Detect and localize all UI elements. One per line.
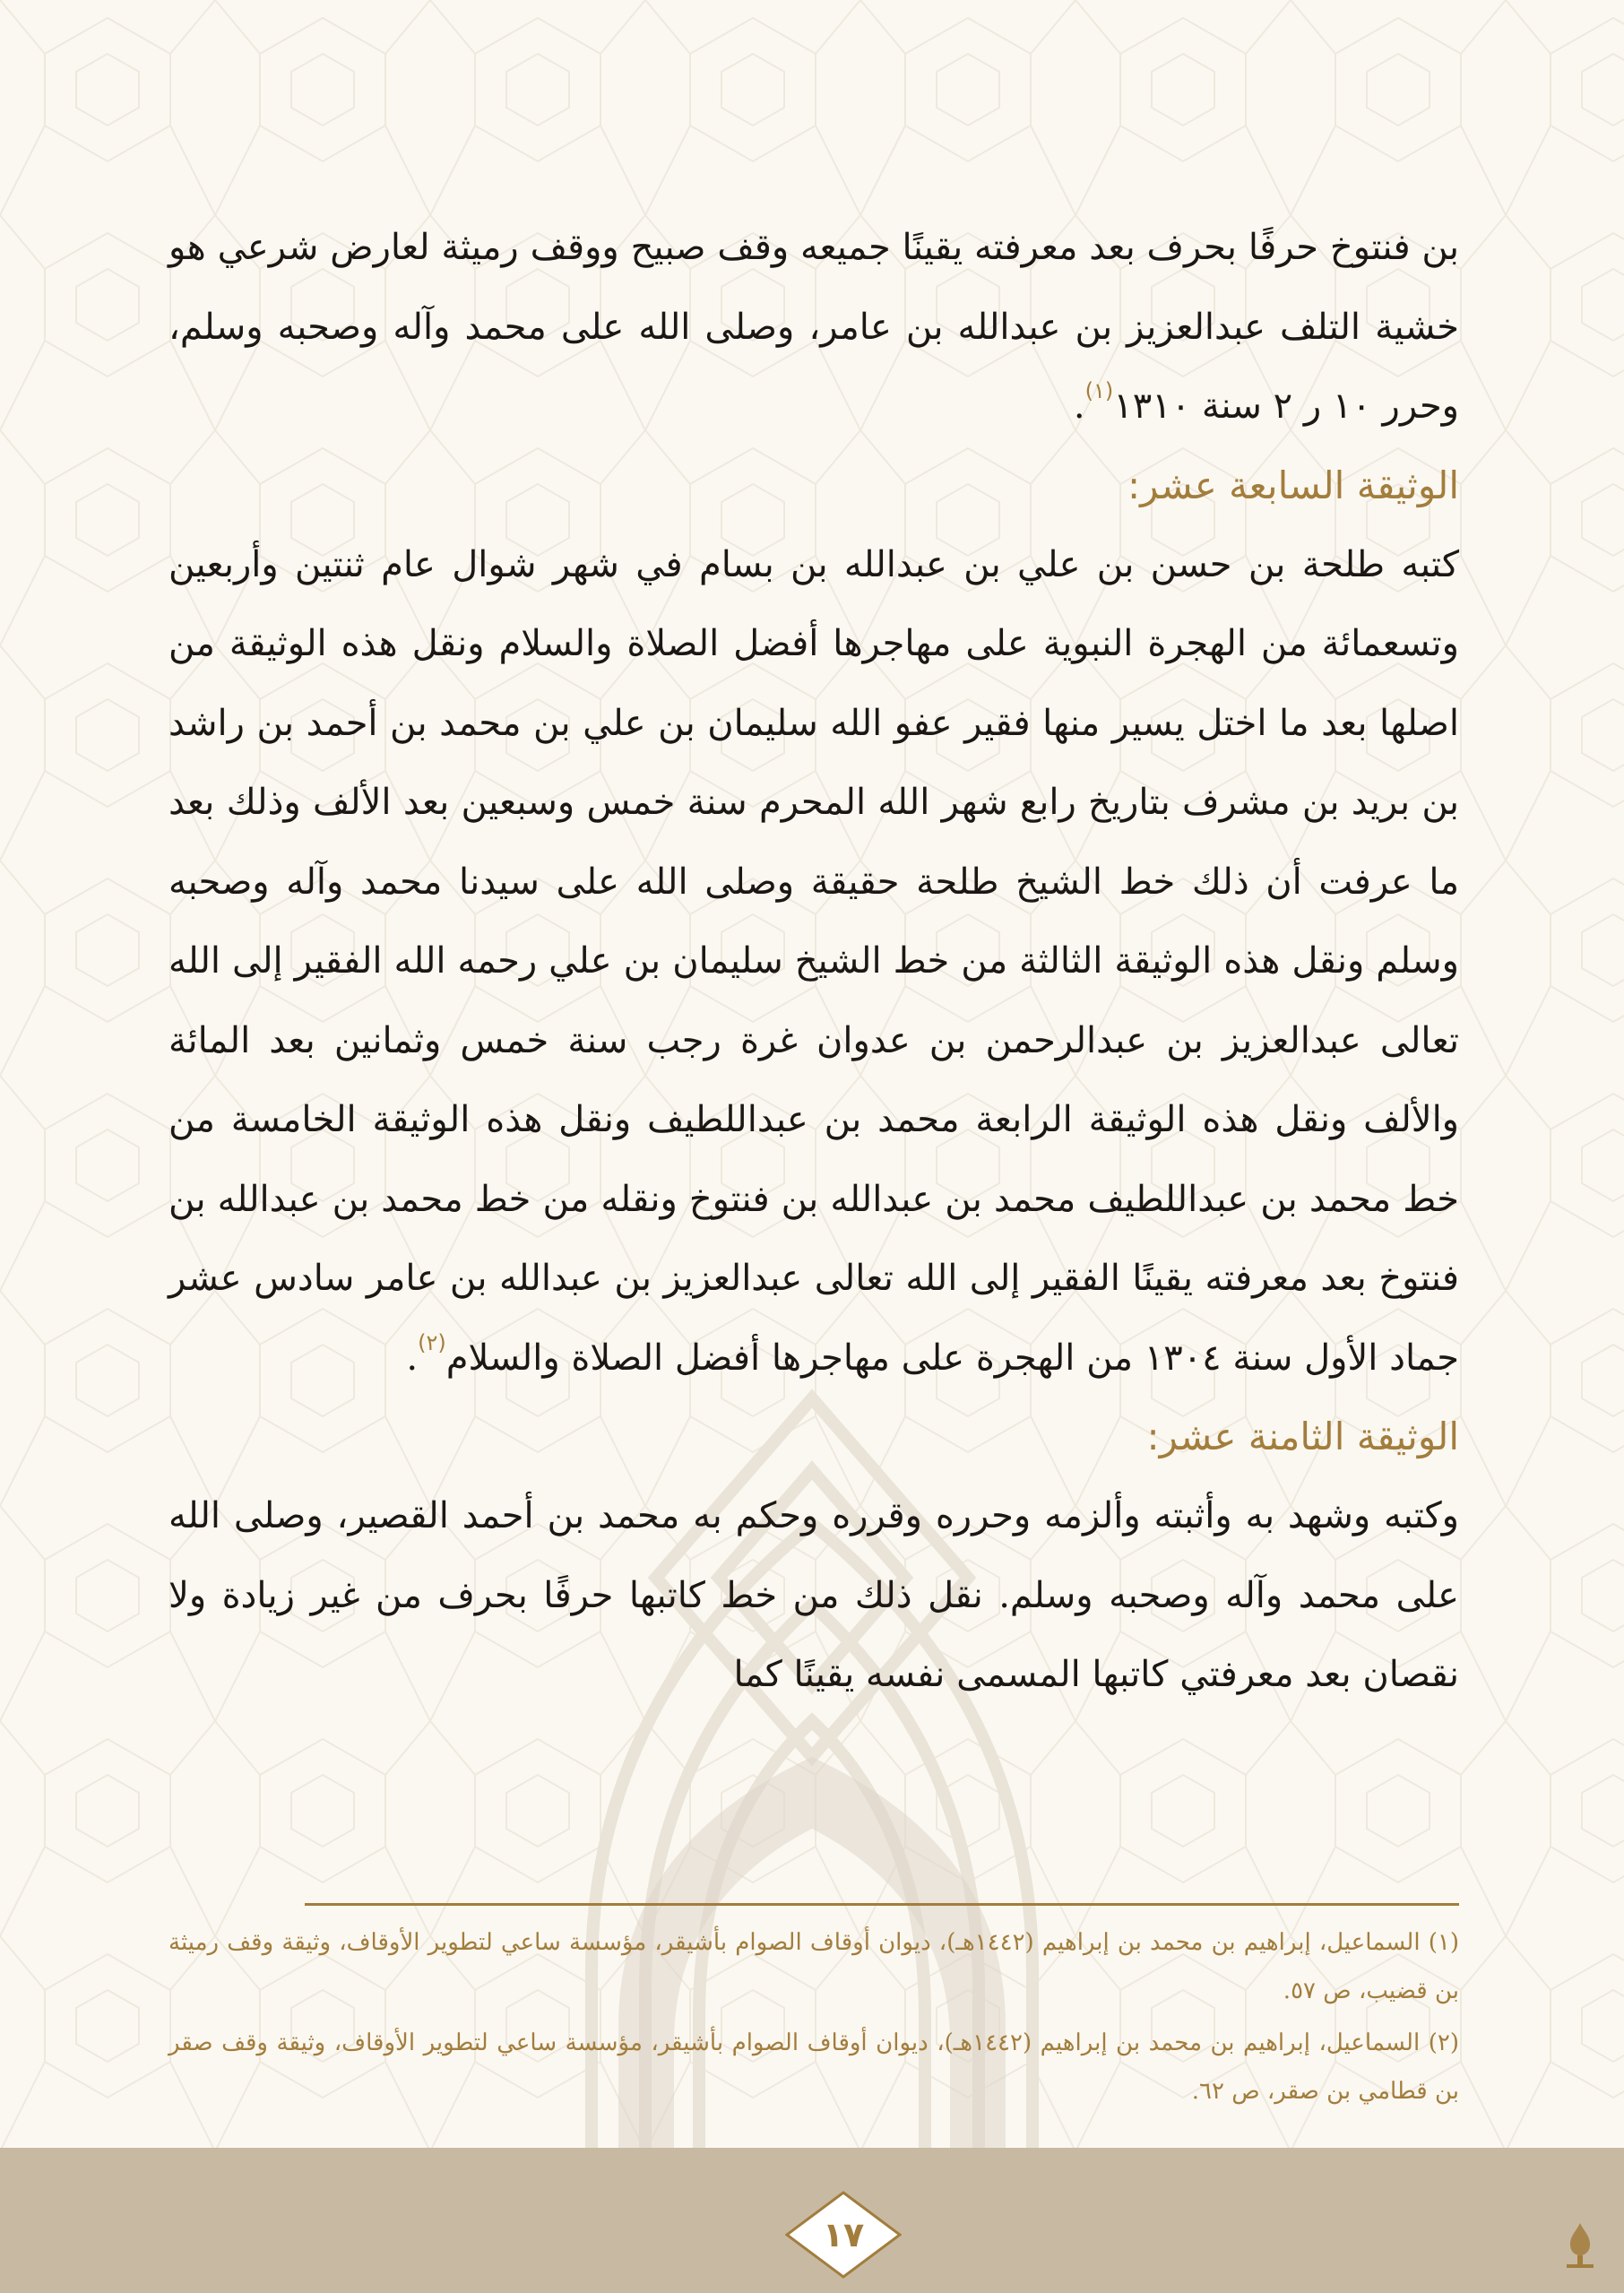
paragraph-2 <box>168 525 1459 1398</box>
paragraph-2-text: كتبه طلحة بن حسن بن علي بن عبدالله بن بسام في شهر شوال عام ثنتين وأربعين وتسعمائة من الهجرة النبوية على مهاجرها أفضل الصلاة والسلام ونقل هذه الوثيقة من اصلها بعد ما اختل يسير منها فقير عفو الله سليمان بن علي بن محمد بن أحمد بن راشد بن بريد بن مشرف بتاريخ رابع شهر الله المحرم سنة خمس وسبعين بعد الألف وذلك بعد ما عرفت أن ذلك خط الشيخ طلحة حقيقة وصلى الله على سيدنا محمد وآله وصحبه وسلم ونقل هذه الوثيقة الثالثة من خط الشيخ سليمان بن علي رحمه الله الفقير إلى الله تعالى عبدالعزيز بن عبدالرحمن بن عدوان غرة رجب سنة خمس وثمانين بعد المائة والألف ونقل هذه الوثيقة الرابعة محمد بن عبداللطيف ونقل هذه الوثيقة الخامسة من خط محمد بن عبداللطيف محمد بن عبدالله بن فنتوخ ونقله من خط محمد بن عبدالله بن فنتوخ بعد معرفته يقينًا الفقير إلى الله تعالى عبدالعزيز بن عبدالله بن عامر سادس عشر جماد الأول سنة ١٣٠٤ من الهجرة على مهاجرها أفضل الصلاة <box>168 543 1459 1379</box>
paragraph-1-end: . <box>1073 385 1085 427</box>
page-number: ١٧ <box>822 2215 865 2254</box>
footnote-separator <box>305 1903 1459 1906</box>
paragraph-1 <box>168 208 1459 446</box>
page-body <box>168 208 1459 1715</box>
footnote-ref-2[interactable]: (٢) <box>418 1329 446 1355</box>
publisher-logo-icon <box>1558 2219 1602 2273</box>
footnotes <box>168 1918 1459 2119</box>
heading-document-18: الوثيقة الثامنة عشر: <box>1146 1415 1459 1458</box>
paragraph-2-end: . <box>406 1337 419 1379</box>
paragraph-2-last-word: والسلام <box>445 1337 560 1379</box>
footnote-2: (٢) السماعيل، إبراهيم بن محمد بن إبراهيم (١٤٤٢هـ)، ديوان أوقاف الصوام بأشيقر، مؤسسة ساعي لتطوير الأوقاف، وثيقة وقف صقر بن قطامي بن صقر، ص ٦٢. <box>168 2029 1459 2105</box>
footnote-1: (١) السماعيل، إبراهيم بن محمد بن إبراهيم (١٤٤٢هـ)، ديوان أوقاف الصوام بأشيقر، مؤسسة ساعي لتطوير الأوقاف، وثيقة وقف رميثة بن قضيب، ص ٥٧. <box>168 1929 1459 2004</box>
footnote-ref-1[interactable]: (١) <box>1084 378 1114 403</box>
heading-document-17: الوثيقة السابعة عشر: <box>1127 463 1459 507</box>
paragraph-1-text: بن فنتوخ حرفًا بحرف بعد معرفته يقينًا جميعه وقف صبيح ووقف رميثة لعارض شرعي هو خشية التلف عبدالعزيز بن عبدالله بن عامر، وصلى الله على محمد وآله وصحبه وسلم، وحرر ١٠ ر ٢ سنة ١٣١٠ <box>168 227 1459 427</box>
paragraph-3: وكتبه وشهد به وأثبته وألزمه وحرره وقرره وحكم به محمد بن أحمد القصير، وصلى الله على محمد وآله وصحبه وسلم. نقل ذلك من خط كاتبها حرفًا بحرف من غير زيادة ولا نقصان بعد معرفتي كاتبها المسمى نفسه يقينًا كما <box>168 1495 1459 1695</box>
